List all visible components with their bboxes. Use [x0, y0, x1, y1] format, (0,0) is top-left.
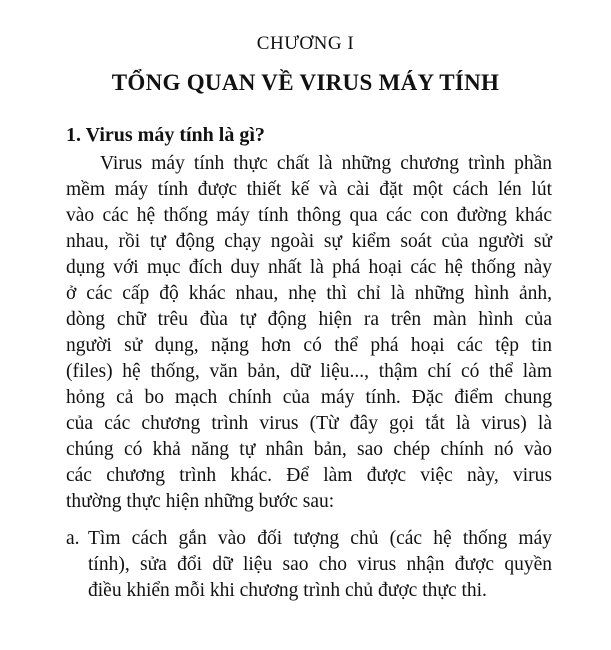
section-heading: 1. Virus máy tính là gì? [66, 124, 265, 146]
paragraph-line: người sử dụng, nặng hơn có thể phá hoại các tệp tin [66, 335, 552, 356]
chapter-title: TỔNG QUAN VỀ VIRUS MÁY TÍNH [111, 70, 500, 95]
paragraph-line: các chương trình khác. Để làm được việc này, virus [66, 465, 552, 486]
paragraph-line: Virus máy tính thực chất là những chương trình phần [100, 153, 552, 174]
list-marker: a. [66, 528, 80, 549]
paragraph-line: mềm máy tính được thiết kế và cài đặt một cách lén lút [66, 179, 552, 200]
list-item-line: Tìm cách gắn vào đối tượng chủ (các hệ thống máy [88, 528, 552, 549]
paragraph-line: dụng với mục đích duy nhất là phá hoại các hệ thống này [66, 257, 552, 278]
list-item-line: điều khiển mỗi khi chương trình chủ được thực thi. [88, 580, 487, 601]
paragraph-line: nhau, rồi tự động chạy ngoài sự kiểm soát của người sử [66, 231, 552, 252]
paragraph-line: chúng có khả năng tự nhân bản, sao chép chính nó vào [66, 439, 552, 460]
paragraph-line: vào các hệ thống máy tính thông qua các con đường khác [66, 205, 552, 226]
paragraph-line: (files) hệ thống, văn bản, dữ liệu..., thậm chí có thể làm [66, 361, 552, 382]
chapter-label: CHƯƠNG I [256, 33, 355, 54]
paragraph-line: của các chương trình virus (Từ đây gọi tắt là virus) là [66, 413, 552, 434]
list-item-line: tính), sửa đổi dữ liệu sao cho virus nhận được quyền [88, 554, 552, 575]
paragraph-line: dòng chữ trêu đùa tự động hiện ra trên màn hình của [66, 309, 552, 330]
paragraph-line: ở các cấp độ khác nhau, nhẹ thì chỉ là những hình ảnh, [66, 283, 552, 304]
paragraph-line: hỏng cả bo mạch chính của máy tính. Đặc điểm chung [66, 387, 552, 408]
paragraph-line: thường thực hiện những bước sau: [66, 491, 335, 512]
